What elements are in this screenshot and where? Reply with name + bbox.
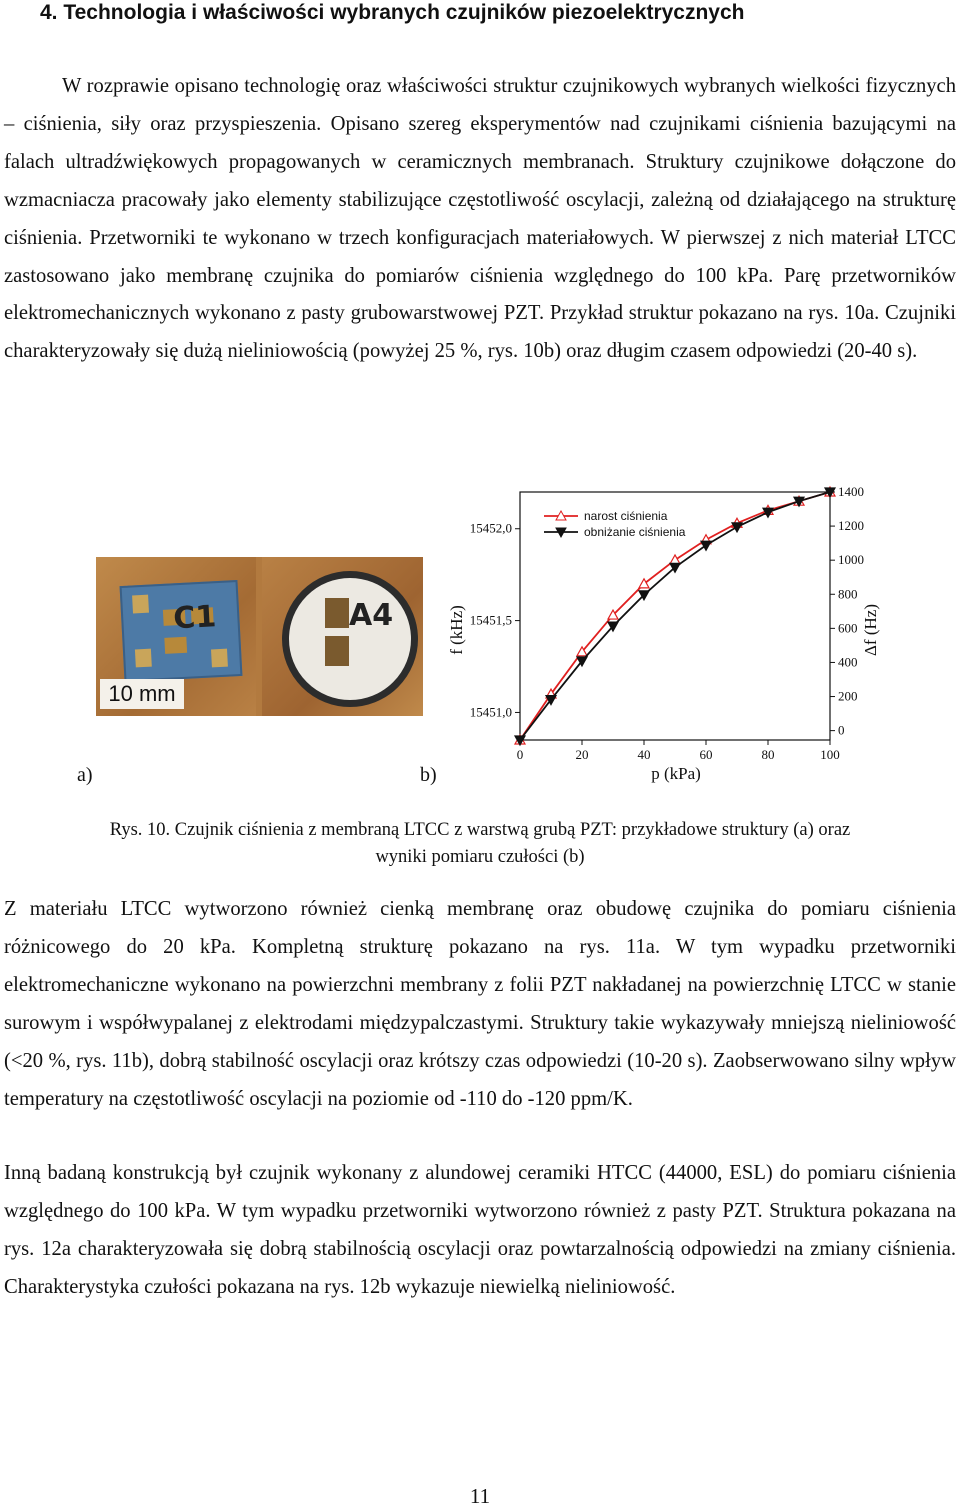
x-tick-label: 40 (637, 747, 651, 762)
y2-tick-label: 1200 (838, 518, 864, 534)
ltcc-board-right (262, 557, 423, 716)
page-number: 11 (469, 1484, 491, 1508)
y-tick-label: 15451,0 (469, 704, 512, 720)
ltcc-membrane-circle (282, 571, 418, 707)
scale-bar (100, 679, 184, 709)
legend-label-2: obniżanie ciśnienia (584, 525, 686, 539)
scale-bar-text: 10 mm (108, 681, 176, 706)
series-point-1 (670, 555, 680, 564)
y2-tick-label: 800 (838, 586, 858, 602)
section-heading: 4. Technologia i właściwości wybranych czujników piezoelektrycznych (40, 1, 745, 24)
ltcc-board-left (96, 557, 256, 716)
series-point-2 (701, 541, 711, 550)
y2-axis-title: Δf (Hz) (861, 604, 880, 656)
paragraph-ltcc-differential: Z materiału LTCC wytworzono również cienką membranę oraz obudowę czujnika do pomiaru ciśnienia różnicowego do 20 kPa. Kompletną strukturę pokazano na rys. 11a. W tym wypadku przetworniki elektromechaniczne wykonano na powierzchni membrany z folii PZT nakładanej na powierzchnię LTCC w stanie surowym i współwypalanej z elektrodami międzypalczastymi. Struktury takie wykazywały mniejszą nieliniowość (<20 %, rys. 11b), dobrą stabilność oscylacji oraz krótszy czas odpowiedzi (10-20 s). Zaobserwowano silny wpływ temperatury na częstotliwość oscylacji na poziomie od -110 do -120 ppm/K. (4, 898, 956, 1110)
label-c1: C1 (172, 599, 218, 637)
y2-tick-label: 200 (838, 688, 858, 704)
caption-line-2: wyniki pomiaru czułości (b) (375, 847, 585, 867)
legend-label-1: narost ciśnienia (584, 509, 668, 523)
sensor-photo (96, 557, 423, 716)
y2-tick-label: 600 (838, 620, 858, 636)
y-tick-label: 15451,5 (469, 612, 512, 628)
y-axis-title: f (kHz) (447, 605, 466, 655)
figure-label-b: b) (420, 764, 437, 786)
x-axis-title: p (kPa) (651, 764, 701, 783)
paragraph-intro: W rozprawie opisano technologię oraz właściwości struktur czujnikowych wybranych wielkości fizycznych – ciśnienia, siły oraz przyspieszenia. Opisano szereg eksperymentów nad czujnikami ciśnienia bazującymi na falach ultradźwiękowych propagowanych w ceramicznych membranach. Struktury czujnikowe dołączone do wzmacniacza pracowały jako elementy stabilizujące częstotliwość oscylacji, zależną od działającego na strukturę ciśnienia. Przetworniki te wykonano w trzech konfiguracjach materiałowych. W pierwszej z nich materiał LTCC zastosowano jako membranę czujnika do pomiarów ciśnienia względnego do 100 kPa. Parę przetworników elektromechanicznych wykonano z pasty grubowarstwowej PZT. Przykład struktur pokazano na rys. 10a. Czujniki charakteryzowały się dużą nieliniowością (powyżej 25 %, rys. 10b) oraz długim czasem odpowiedzi (20-40 s). (4, 75, 956, 363)
y2-tick-label: 400 (838, 654, 858, 670)
x-tick-label: 80 (761, 747, 775, 762)
y-tick-label: 15452,0 (469, 520, 512, 536)
paragraph-htcc: Inną badaną konstrukcją był czujnik wykonany z alundowej ceramiki HTCC (44000, ESL) do pomiaru ciśnienia względnego do 100 kPa. W tym wypadku przetworniki wytworzono również z pasty PZT. Struktura pokazana na rys. 12a charakteryzowała się dobrą stabilnością oscylacji oraz powtarzalnością odpowiedzi na zmiany ciśnienia. Charakterystyka czułości pokazana na rys. 12b wykazuje niewielką nieliniowość. (4, 1162, 956, 1298)
sensitivity-chart (440, 478, 880, 788)
y2-tick-label: 1000 (838, 552, 864, 568)
y2-tick-label: 0 (838, 722, 845, 738)
y2-tick-label: 1400 (838, 484, 864, 499)
figure-label-a: a) (77, 764, 93, 786)
label-a4: A4 (349, 598, 394, 633)
caption-line-1: Rys. 10. Czujnik ciśnienia z membraną LTCC z warstwą grubą PZT: przykładowe struktury (a) oraz (109, 820, 851, 840)
x-tick-label: 100 (820, 747, 840, 762)
ltcc-membrane-square (120, 580, 243, 682)
x-tick-label: 60 (699, 747, 713, 762)
x-tick-label: 0 (516, 747, 524, 762)
figure-caption (0, 817, 960, 871)
x-tick-label: 20 (575, 747, 589, 762)
